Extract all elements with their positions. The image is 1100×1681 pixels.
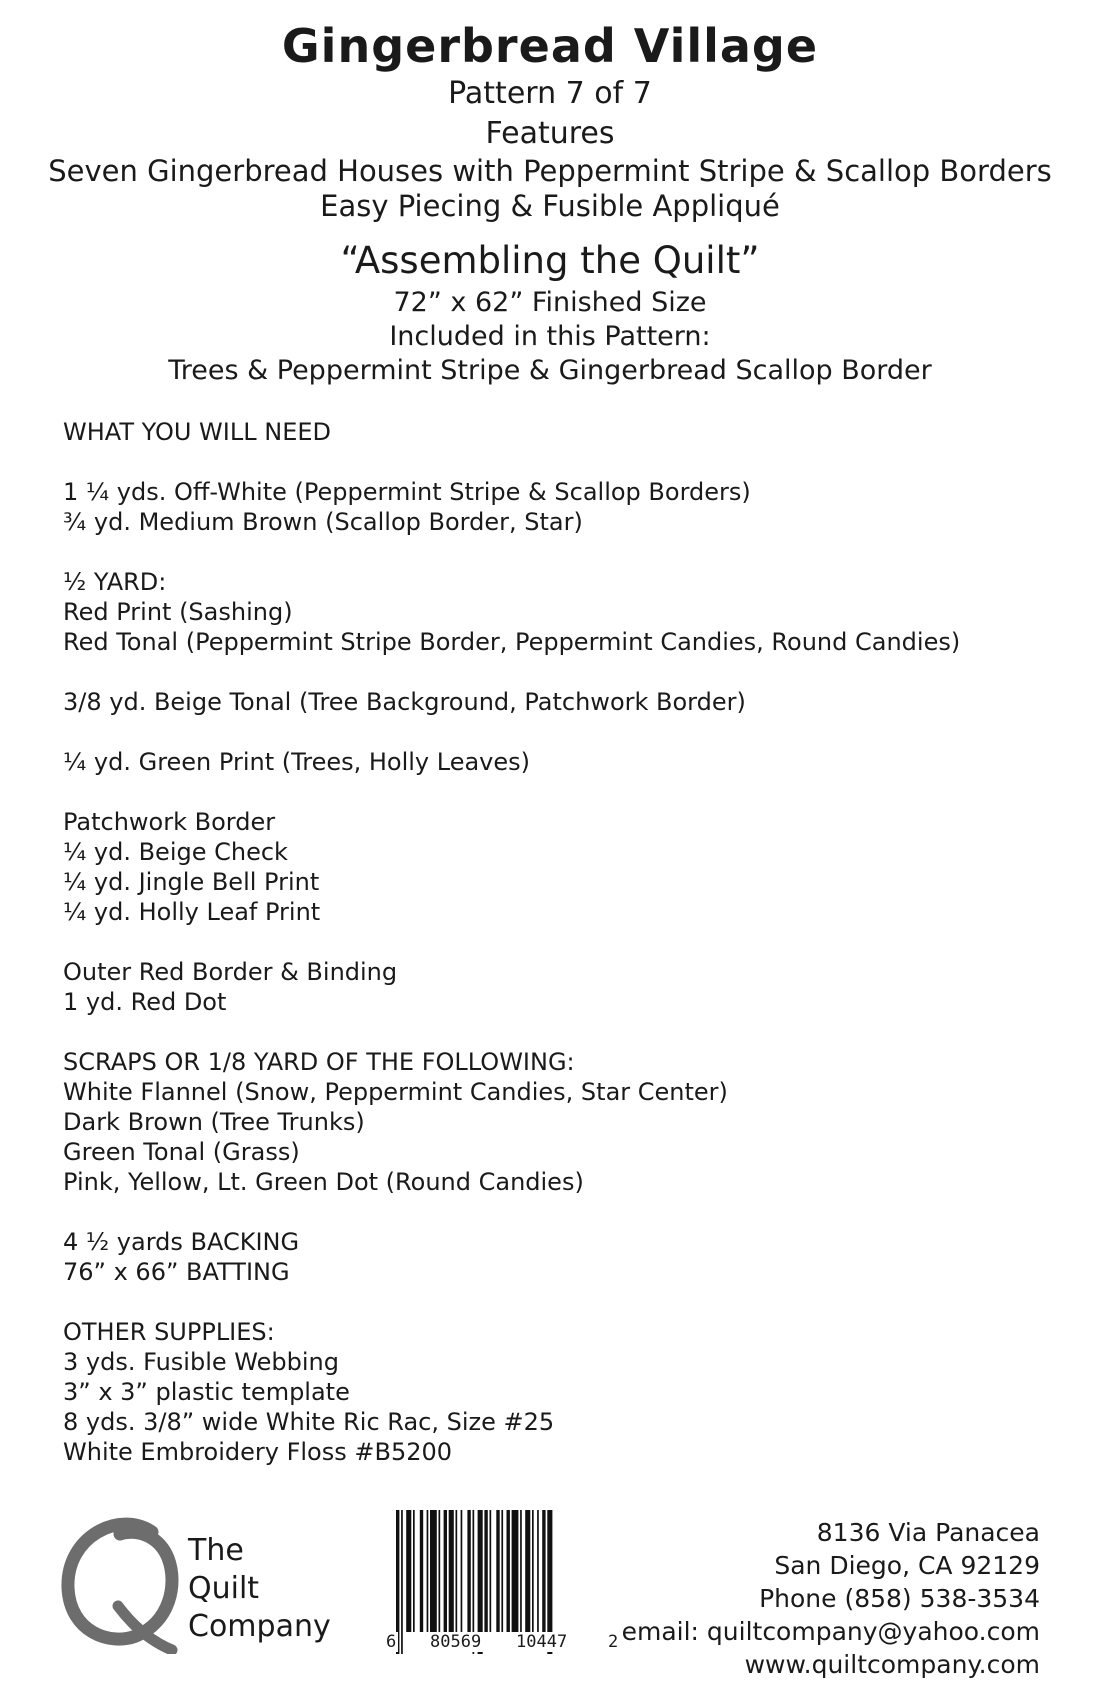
list-item: [63, 477, 1043, 507]
group-backing: [63, 1227, 1043, 1287]
barcode-bar: [520, 1510, 522, 1632]
group-base-fabrics: [63, 477, 1043, 537]
email: email: quiltcompany@yahoo.com: [621, 1617, 1040, 1646]
features-label: Features: [485, 116, 615, 151]
item-text: YARD:: [86, 568, 167, 596]
list-heading: OTHER SUPPLIES:: [63, 1318, 275, 1346]
barcode-bar: [532, 1510, 534, 1632]
section-subtitle: “Assembling the Quilt”: [340, 239, 760, 282]
group-half-yard: [63, 567, 1043, 657]
barcode-digits-3: 10447: [516, 1632, 568, 1652]
quantity: 4 ½: [63, 1228, 110, 1256]
barcode-bar: [501, 1510, 503, 1632]
materials-list: [63, 417, 1043, 1497]
group-outer-border: [63, 957, 1043, 1017]
barcode-digit-4: 2: [608, 1632, 619, 1652]
barcode: [386, 1510, 630, 1662]
website: www.quiltcompany.com: [744, 1650, 1040, 1679]
item-text: yds. Off-White (Peppermint Stripe & Scallop Borders): [109, 478, 751, 506]
barcode-bar: [439, 1510, 441, 1632]
quantity: 1 ¼: [63, 478, 110, 506]
barcode-bar: [444, 1510, 447, 1632]
company-logo: [60, 1514, 360, 1654]
barcode-bar: [525, 1510, 530, 1632]
list-item: [63, 747, 1043, 777]
barcode-digit-1: 6: [386, 1632, 397, 1652]
barcode-bar: [427, 1510, 429, 1632]
list-item: [63, 897, 1043, 927]
list-item: [63, 837, 1043, 867]
barcode-digits-2: 80569: [430, 1632, 482, 1652]
barcode-bar: [512, 1510, 519, 1632]
quantity: ¼: [63, 748, 87, 776]
features-line-1: Seven Gingerbread Houses with Peppermint Stripe & Scallop Borders: [48, 154, 1052, 188]
barcode-bar: [420, 1510, 423, 1632]
list-heading: Outer Red Border & Binding: [63, 958, 398, 986]
list-item: Red Print (Sashing): [63, 598, 293, 626]
barcode-bar: [467, 1510, 470, 1632]
item-text: yd. Holly Leaf Print: [86, 898, 321, 926]
list-item: [63, 1227, 1043, 1257]
barcode-bar: [496, 1510, 499, 1632]
logo-line-2: Quilt: [188, 1571, 260, 1606]
footer: [0, 1500, 1100, 1679]
group-patchwork: [63, 807, 1043, 927]
group-scraps: [63, 1047, 1043, 1197]
features-line-2: Easy Piecing & Fusible Appliqué: [320, 189, 780, 223]
list-item: 1 yd. Red Dot: [63, 988, 227, 1016]
group-beige: [63, 687, 1043, 717]
list-item: 8 yds. 3/8” wide White Ric Rac, Size #25: [63, 1408, 555, 1436]
list-item: 3” x 3” plastic template: [63, 1378, 350, 1406]
contact-block: [622, 1516, 1040, 1681]
q-logo-icon: [60, 1514, 190, 1654]
item-text: yd. Green Print (Trees, Holly Leaves): [86, 748, 531, 776]
barcode-bar: [449, 1510, 454, 1632]
quantity: ¾: [63, 508, 87, 536]
quantity: ¼: [63, 868, 87, 896]
page-title: Gingerbread Village: [281, 19, 819, 73]
included-items: Trees & Peppermint Stripe & Gingerbread Scallop Border: [168, 355, 932, 386]
list-item: Green Tonal (Grass): [63, 1138, 300, 1166]
phone: Phone (858) 538-3534: [759, 1584, 1040, 1613]
pattern-number: Pattern 7 of 7: [448, 76, 652, 111]
list-item: [63, 867, 1043, 897]
list-item: 76” x 66” BATTING: [63, 1258, 290, 1286]
logo-wordmark: [188, 1532, 331, 1646]
list-item: Dark Brown (Tree Trunks): [63, 1108, 365, 1136]
item-text: yd. Beige Check: [86, 838, 288, 866]
finished-size: 72” x 62” Finished Size: [393, 287, 707, 318]
list-item: 3 yds. Fusible Webbing: [63, 1348, 339, 1376]
list-item: Pink, Yellow, Lt. Green Dot (Round Candies): [63, 1168, 584, 1196]
barcode-bar: [456, 1510, 458, 1632]
group-other-supplies: [63, 1317, 1043, 1467]
item-text: yd. Medium Brown (Scallop Border, Star): [86, 508, 583, 536]
list-item: [63, 507, 1043, 537]
barcode-bars: [390, 1510, 630, 1662]
barcode-bar: [490, 1510, 492, 1632]
needs-heading: WHAT YOU WILL NEED: [63, 418, 331, 446]
list-heading: SCRAPS OR 1/8 YARD OF THE FOLLOWING:: [63, 1048, 575, 1076]
barcode-bar: [406, 1510, 411, 1632]
logo-line-3: Company: [188, 1609, 331, 1644]
list-item: Red Tonal (Peppermint Stripe Border, Peppermint Candies, Round Candies): [63, 628, 961, 656]
quantity: ½: [63, 568, 87, 596]
header: [0, 18, 1100, 388]
barcode-bar: [484, 1510, 487, 1632]
address-line-1: 8136 Via Panacea: [816, 1518, 1040, 1547]
list-item: White Flannel (Snow, Peppermint Candies, Star Center): [63, 1078, 728, 1106]
logo-line-1: The: [188, 1533, 244, 1568]
barcode-bar: [542, 1510, 545, 1632]
quantity: ¼: [63, 838, 87, 866]
address-line-2: San Diego, CA 92129: [774, 1551, 1040, 1580]
list-item: White Embroidery Floss #B5200: [63, 1438, 453, 1466]
barcode-bar: [507, 1510, 510, 1632]
included-label: Included in this Pattern:: [389, 321, 711, 352]
barcode-bar: [413, 1510, 415, 1632]
list-heading: Patchwork Border: [63, 808, 276, 836]
barcode-bar: [430, 1510, 437, 1632]
needs-heading-group: [63, 417, 1043, 447]
barcode-bar: [401, 1510, 403, 1654]
item-text: yd. Jingle Bell Print: [86, 868, 320, 896]
barcode-bar: [537, 1510, 539, 1632]
item-text: yards BACKING: [109, 1228, 300, 1256]
list-item: 3/8 yd. Beige Tonal (Tree Background, Patchwork Border): [63, 688, 746, 716]
barcode-bar: [461, 1510, 463, 1632]
group-green: [63, 747, 1043, 777]
list-heading: [63, 567, 1043, 597]
quantity: ¼: [63, 898, 87, 926]
